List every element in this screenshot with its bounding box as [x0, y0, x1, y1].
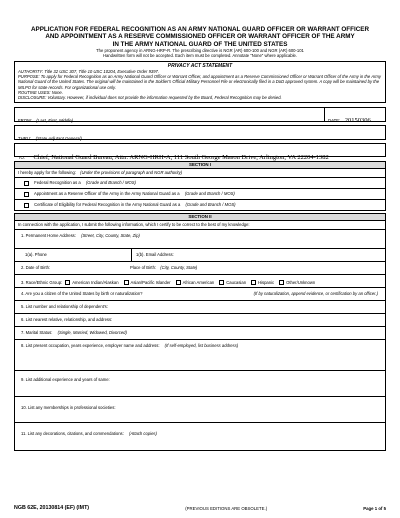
item-1-home-address[interactable] [14, 230, 386, 249]
section-2-intro-row [14, 221, 386, 230]
pob-field[interactable] [127, 262, 385, 274]
date-label: DATE: [328, 117, 341, 123]
item-1-label: 1. Permanent Home Address: [21, 232, 76, 238]
federal-recognition-checkbox[interactable] [24, 181, 29, 186]
phone-field[interactable] [15, 249, 132, 261]
section-1-heading: SECTION I [14, 162, 386, 169]
certificate-eligibility-checkbox[interactable] [24, 203, 29, 208]
privacy-disclosure: DISCLOSURE: Voluntary. However, if individual does not provide the information requested by the Board, Federal Recognition may be denied. [18, 94, 282, 100]
section-1 [14, 161, 386, 211]
dob-label: 2. Date of Birth: [21, 264, 51, 270]
item-6-nearest-relative[interactable] [14, 314, 386, 327]
date-field[interactable] [325, 108, 385, 124]
race-checkbox[interactable] [124, 280, 129, 285]
editions-note: (PREVIOUS EDITIONS ARE OBSOLETE.) [185, 505, 268, 511]
title-line-3: IN THE ARMY NATIONAL GUARD OF THE UNITED STATES [112, 40, 288, 48]
item-8-hint: (If self-employed, list business address) [164, 343, 239, 349]
race-option: Caucasian [226, 279, 247, 285]
item-11-decorations[interactable] [14, 423, 386, 451]
race-option: American Indian/Alaskan [72, 279, 119, 285]
option-certificate-eligibility [14, 200, 386, 211]
race-checkbox[interactable] [176, 280, 181, 285]
form-title [14, 26, 386, 48]
to-field[interactable] [14, 143, 386, 161]
option-label: Appointment as a Reserve Officer of the Army in the Army National Guard as a [33, 191, 180, 197]
title-line-1: APPLICATION FOR FEDERAL RECOGNITION AS AN ARMY NATIONAL GUARD OFFICER OR WARRANT OFFICER [30, 26, 370, 33]
item-9-label: 9. List additional experience and years of same: [21, 376, 110, 382]
race-checkbox[interactable] [251, 280, 256, 285]
section-1-intro: I hereby apply for the following: [18, 170, 76, 176]
dob-field[interactable] [15, 262, 127, 274]
thru-label: THRU: [18, 135, 32, 141]
race-option: Asian/Pacific Islander [130, 279, 171, 285]
to-value: Chief, National Guard Bureau, Attn: ARNG-HRH-A, 111 South George Mason Drive, Arlington, VA 22204-1382 [33, 153, 329, 161]
item-3-race-row [14, 275, 386, 288]
privacy-act-statement [14, 61, 386, 103]
from-date-row [14, 107, 386, 122]
race-checkbox[interactable] [219, 280, 224, 285]
date-value: 20150306 [344, 116, 371, 124]
item-1-hint: (Street, City, County, State, Zip) [81, 232, 140, 238]
section-2-intro: In connection with the application, I submit the following information, which I certify to be correct to the best of my knowledge: [18, 222, 250, 228]
subtitle-line-2: Handwritten form will not be accepted. Each item must be completed. Annotate "None" where applicable. [102, 53, 298, 59]
item-5-label: 5. List number and relationship of dependent's: [21, 304, 108, 310]
page-number: Page 1 of 5 [363, 505, 386, 511]
race-option: Other/Unknown [286, 279, 316, 285]
item-7-marital-status[interactable] [14, 327, 386, 340]
privacy-routine-uses: ROUTINE USES: None. [18, 89, 63, 95]
section-1-intro-row [14, 169, 386, 178]
item-10-memberships[interactable] [14, 397, 386, 423]
option-federal-recognition [14, 178, 386, 189]
item-11-hint: (Attach copies) [128, 430, 157, 436]
item-10-label: 10. List any memberships in professional societies: [21, 404, 116, 410]
thru-field[interactable] [14, 125, 386, 140]
form-subtitle [14, 48, 386, 58]
from-field[interactable] [15, 108, 325, 121]
item-7-hint: (Single, Married, Widowed, Divorced) [57, 330, 127, 336]
item-8-occupation[interactable] [14, 340, 386, 371]
race-label: 3. Race/Ethnic Group: [21, 279, 63, 285]
item-9-additional-experience[interactable] [14, 371, 386, 397]
email-label: 1(b). Email Address: [136, 251, 174, 257]
reserve-appointment-checkbox[interactable] [24, 192, 29, 197]
from-hint: (Last, First, Middle) [36, 117, 74, 123]
option-hint: (Grade and Branch / MOS) [185, 202, 236, 208]
form-footer [14, 505, 386, 511]
form-id: NGB 62E, 20130814 (EF) (IMT) [14, 505, 90, 511]
item-11-label: 11. List any decorations, citations, and commendations: [21, 430, 124, 436]
subtitle-line-1: The proponent agency in ARNG-HRP-R. The prescribing directive is NGR (AR) 600-100 and NGR (AR) 600-101 [96, 48, 304, 54]
option-label: Federal Recognition as a [34, 180, 81, 186]
item-2-birth-row [14, 262, 386, 275]
section-1-intro-hint: (Under the provisions of paragraph and NGR authority) [80, 170, 183, 176]
race-option: Hispanic [258, 279, 275, 285]
option-hint: (Grade and Branch / MOS) [85, 180, 136, 186]
section-2-heading: SECTION II [14, 214, 386, 221]
item-7-label: 7. Marital Status: [21, 330, 53, 336]
email-field[interactable] [132, 249, 385, 261]
title-line-2: AND APPOINTMENT AS A RESERVE COMMISSIONED OFFICER OR WARRANT OFFICER OF THE ARMY [45, 33, 355, 41]
option-hint: (Grade and Branch / MOS) [184, 191, 235, 197]
item-6-label: 6. List nearest relative, relationship, and address: [21, 317, 113, 323]
pob-label: Place of Birth: [130, 264, 157, 270]
option-reserve-appointment [14, 189, 386, 200]
item-5-dependents[interactable] [14, 301, 386, 314]
option-label: Certificate of Eligibility for Federal Recognition in the Army National Guard as a [34, 202, 181, 208]
phone-label: 1(a). Phone [25, 251, 47, 257]
to-label: TO: [18, 154, 26, 160]
privacy-purpose: PURPOSE: To apply for Federal Recognition as an Army National Guard Officer or Warrant Officer, and appointment as a Reserve Commissioned Officer or Warrant Officer of the Army in the Army National Guard of the United States. The original will be maintained in the Soldier's Official Military Personnel File or electronically filed in a DoD approved system. A copy will be maintained by the MILPO for state records. For organizational use only. [18, 74, 381, 90]
item-4-label: 4. Are you a citizen of the United States by birth or naturalization? [21, 291, 143, 297]
pob-hint: (City, County, State) [160, 264, 198, 270]
race-checkbox[interactable] [65, 280, 70, 285]
section-2 [14, 213, 386, 451]
from-label: FROM: [18, 117, 32, 123]
privacy-heading: PRIVACY ACT STATEMENT [167, 63, 233, 70]
form-page [14, 26, 386, 502]
race-option: African American [182, 279, 215, 285]
item-1a-1b-row [14, 249, 386, 262]
privacy-authority: AUTHORITY: Title 32 USC 307, Title 10 USC 10204, Executive Order 9397. [18, 69, 160, 75]
item-4-citizenship[interactable] [14, 288, 386, 301]
thru-hint: (State Adjutant General) [35, 135, 82, 141]
item-8-label: 8. List present occupation, years experience, employer name and address: [21, 343, 160, 349]
item-4-hint: (If by naturalization, append evidence, or certification by an officer.) [253, 291, 378, 297]
race-checkbox[interactable] [279, 280, 284, 285]
